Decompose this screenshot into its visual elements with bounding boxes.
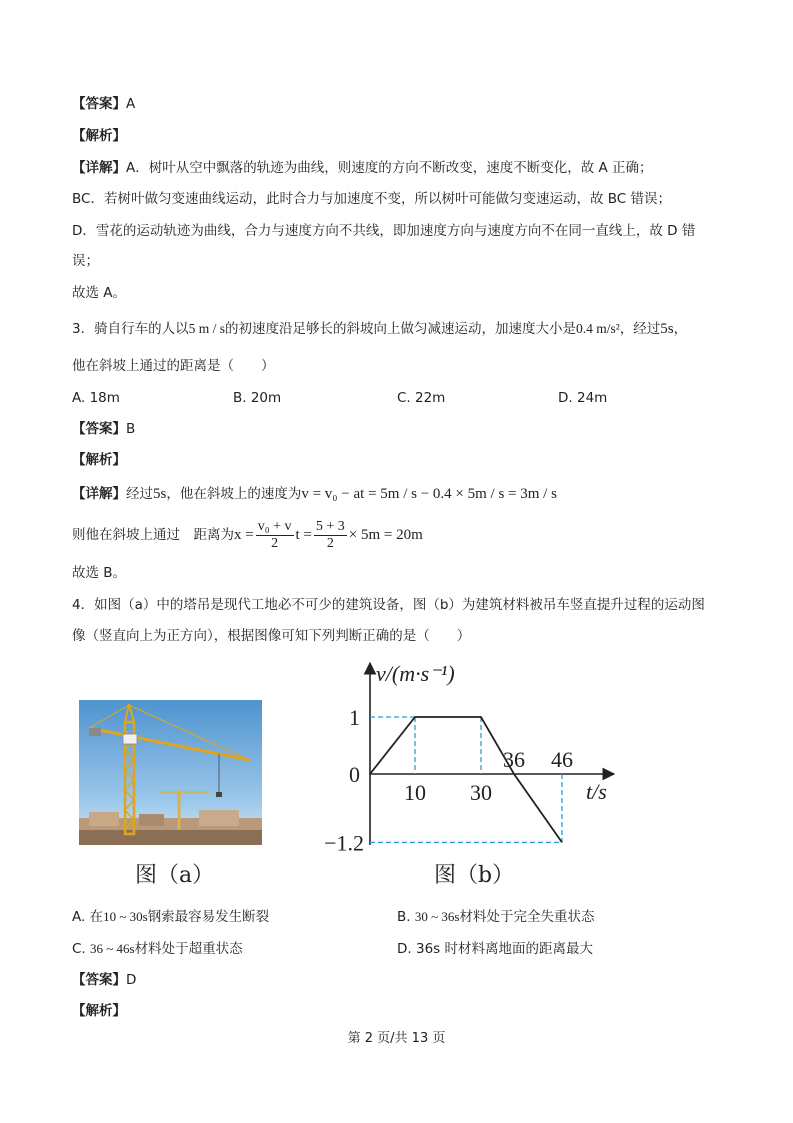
option-text: 钢索最容易发生断裂 — [147, 909, 270, 925]
option-label: A. 在 — [72, 909, 104, 925]
q3-stem-line-1 — [72, 319, 687, 339]
q4-option-d — [397, 939, 593, 959]
option-label: C. — [72, 941, 86, 957]
answer-value: D — [126, 972, 137, 988]
page-footer: 第 2 页/共 13 页 — [347, 1031, 446, 1046]
q3-detail-b: ，他在斜坡上的速度为 — [166, 486, 302, 502]
q3-initial-velocity: 5 m / s — [188, 321, 225, 336]
tick-labels — [324, 705, 573, 855]
tower-crane-image — [79, 700, 262, 845]
q3-fraction-2 — [314, 519, 347, 552]
answer-tag: 【答案】 — [72, 972, 126, 988]
q4-option-a — [72, 907, 269, 927]
q4-answer-line — [72, 970, 136, 990]
caption-a: 图（a） — [135, 863, 215, 888]
q3-option-c: C. 22m — [397, 390, 446, 406]
answer-tag: 【答案】 — [72, 421, 126, 437]
option-label: B. — [397, 909, 411, 925]
q3-distance-line — [72, 518, 423, 552]
detail-tag: 【详解】 — [72, 486, 126, 502]
q3-conclusion: 故选 B。 — [72, 565, 127, 581]
y-tick-neg: −1.2 — [324, 830, 364, 855]
q3-stem-b: 的初速度沿足够长的斜坡向上做匀减速运动，加速度大小是 — [224, 321, 576, 337]
q4-stem-line-2: 像（竖直向上为正方向），根据图像可知下列判断正确的是（ ） — [72, 628, 471, 644]
q3-distance-t: t = — [295, 527, 312, 543]
x-tick-10: 10 — [404, 780, 426, 805]
prev-detail-line-3: D．雪花的运动轨迹为曲线，合力与速度方向不共线，即加速度方向与速度方向不在同一直线上，故 D 错 — [72, 223, 696, 239]
analysis-tag: 【解析】 — [72, 128, 126, 144]
y-tick-0: 0 — [349, 762, 360, 787]
answer-value: A — [126, 96, 136, 112]
caption-b: 图（b） — [434, 863, 515, 888]
x-tick-30: 30 — [470, 780, 492, 805]
fraction-numerator: v₀ + v — [257, 518, 292, 534]
q3-detail-time: 5s — [153, 486, 167, 502]
q3-distance-x: x = — [234, 527, 254, 543]
q4-analysis-line — [72, 1001, 126, 1021]
analysis-tag: 【解析】 — [72, 1003, 126, 1019]
analysis-tag: 【解析】 — [72, 452, 126, 468]
x-tick-46: 46 — [551, 747, 573, 772]
option-label: D. — [397, 941, 412, 957]
q3-option-d: D. 24m — [558, 390, 608, 406]
q3-time: 5s — [660, 321, 674, 337]
y-axis-label: v/(m·s⁻¹) — [376, 661, 455, 686]
prev-detail-line-4: 误； — [72, 253, 99, 269]
q3-velocity-formula: v = v₀ − at = 5m / s − 0.4 × 5m / s = 3m / s — [301, 486, 557, 502]
q3-fraction-1 — [256, 519, 294, 552]
prev-analysis-line — [72, 126, 126, 146]
fraction-numerator: 5 + 3 — [315, 518, 345, 534]
q3-option-a: A. 18m — [72, 390, 120, 406]
guide-lines — [370, 717, 562, 842]
q4-option-c — [72, 939, 243, 959]
prev-detail-line-1 — [72, 158, 653, 178]
q3-distance-prefix: 则他在斜坡上通过 距离为 — [72, 527, 234, 543]
fraction-denominator: 2 — [326, 535, 334, 551]
option-text: 36s 时材料离地面的距离最大 — [415, 941, 593, 957]
prev-answer-line — [72, 94, 135, 114]
q3-stem-line-2: 他在斜坡上通过的距离是（ ） — [72, 358, 275, 374]
q3-answer-line — [72, 419, 135, 439]
q4-stem-line-1: 4．如图（a）中的塔吊是现代工地必不可少的建筑设备，图（b）为建筑材料被吊车竖直提升过程的运动图 — [72, 597, 705, 613]
y-tick-1: 1 — [349, 705, 360, 730]
fraction-denominator: 2 — [271, 535, 279, 551]
x-axis-label: t/s — [586, 779, 607, 804]
option-range: 36 ~ 46s — [90, 941, 135, 956]
detail-text-1: A．树叶从空中飘落的轨迹为曲线，则速度的方向不断改变，速度不断变化，故 A 正确； — [126, 160, 653, 176]
q3-stem-a: 3．骑自行车的人以 — [72, 321, 189, 337]
x-tick-36: 36 — [503, 747, 525, 772]
option-text: 材料处于完全失重状态 — [459, 909, 595, 925]
q3-acceleration: 0.4 m/s² — [575, 321, 620, 336]
answer-tag: 【答案】 — [72, 96, 126, 112]
q4-option-b — [397, 907, 594, 927]
q3-stem-c: ，经过 — [619, 321, 661, 337]
q3-detail-line — [72, 484, 557, 504]
q3-analysis-line — [72, 450, 126, 470]
q3-detail-a: 经过 — [126, 486, 153, 502]
velocity-time-graph — [318, 655, 618, 855]
velocity-line — [370, 717, 562, 842]
q3-stem-d: ， — [673, 321, 688, 337]
q3-distance-result: × 5m = 20m — [348, 527, 423, 543]
prev-conclusion: 故选 A。 — [72, 285, 127, 301]
option-range: 30 ~ 36s — [414, 909, 460, 924]
detail-tag: 【详解】 — [72, 160, 126, 176]
option-text: 材料处于超重状态 — [134, 941, 243, 957]
prev-detail-line-2: BC．若树叶做匀变速曲线运动，此时合力与加速度不变，所以树叶可能做匀变速运动，故 BC 错误； — [72, 191, 671, 207]
option-range: 10 ~ 30s — [103, 909, 148, 924]
answer-value: B — [126, 421, 136, 437]
q3-option-b: B. 20m — [233, 390, 282, 406]
